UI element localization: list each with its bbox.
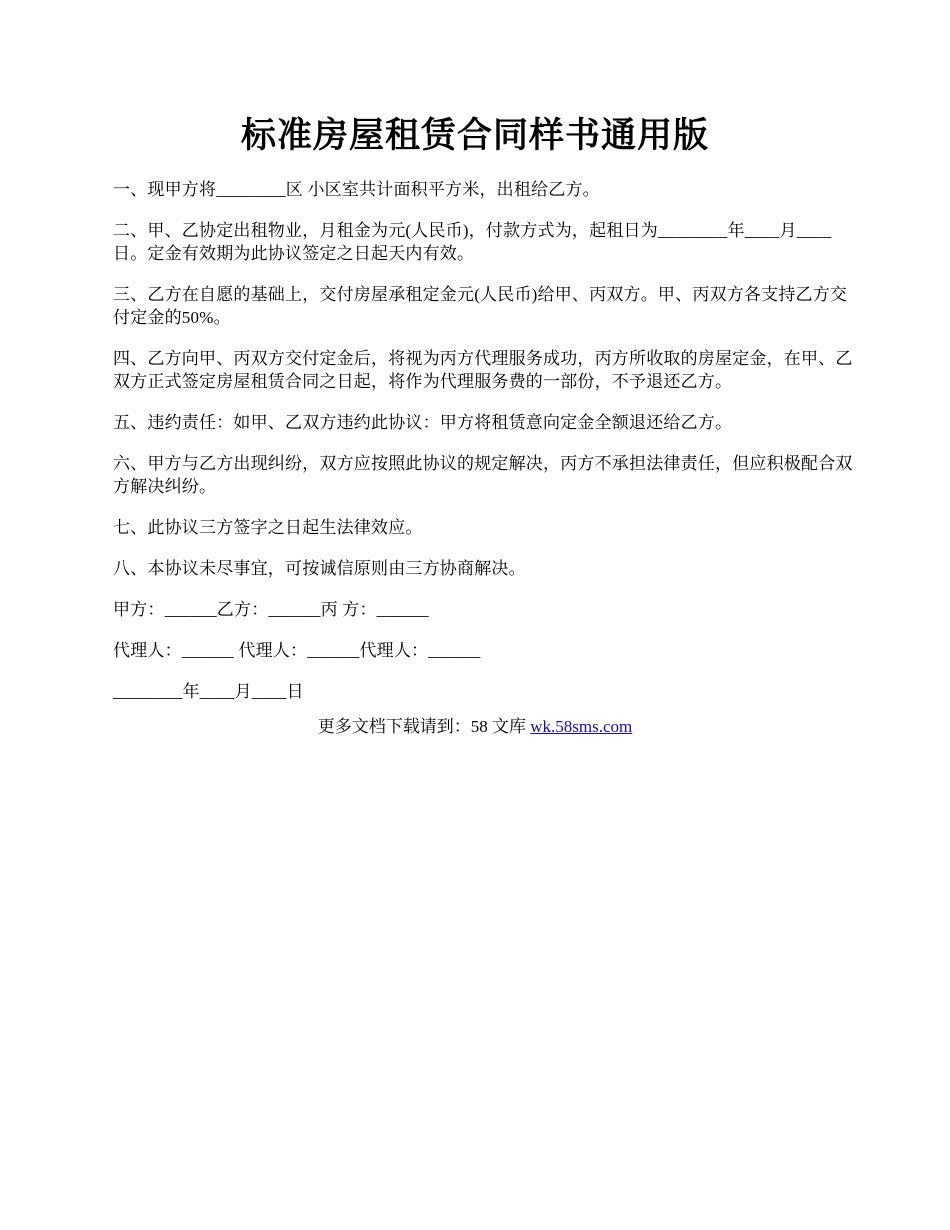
clause-2: 二、甲、乙协定出租物业，月租金为元(人民币)，付款方式为，起租日为________年____月____日。定金有效期为此协议签定之日起天内有效。 <box>113 221 832 263</box>
clause-6: 六、甲方与乙方出现纠纷，双方应按照此协议的规定解决，丙方不承担法律责任，但应积极配合双方解决纠纷。 <box>113 454 853 496</box>
clause-4: 四、乙方向甲、丙双方交付定金后，将视为丙方代理服务成功，丙方所收取的房屋定金，在甲、乙双方正式签定房屋租赁合同之日起，将作为代理服务费的一部份，不予退还乙方。 <box>113 349 853 391</box>
footer-link[interactable]: wk.58sms.com <box>530 717 633 736</box>
signature-parties: 甲方：______乙方：______丙 方：______ <box>113 600 429 619</box>
document-body <box>113 178 858 721</box>
clause-7: 七、此协议三方签字之日起生法律效应。 <box>113 518 423 537</box>
footer-download-note <box>0 715 950 738</box>
footer-text: 更多文档下载请到：58 文库 <box>317 717 531 736</box>
signature-date: ________年____月____日 <box>113 682 304 701</box>
clause-1: 一、现甲方将________区 小区室共计面积平方米，出租给乙方。 <box>113 180 600 199</box>
clause-3: 三、乙方在自愿的基础上，交付房屋承租定金元(人民币)给甲、丙双方。甲、丙双方各支持乙方交付定金的50%。 <box>113 285 848 327</box>
clause-5: 五、违约责任：如甲、乙双方违约此协议：甲方将租赁意向定金全额退还给乙方。 <box>113 413 733 432</box>
signature-agents: 代理人：______ 代理人：______代理人：______ <box>113 641 481 660</box>
clause-8: 八、本协议未尽事宜，可按诚信原则由三方协商解决。 <box>113 559 526 578</box>
document-title: 标准房屋租赁合同样书通用版 <box>240 116 709 155</box>
